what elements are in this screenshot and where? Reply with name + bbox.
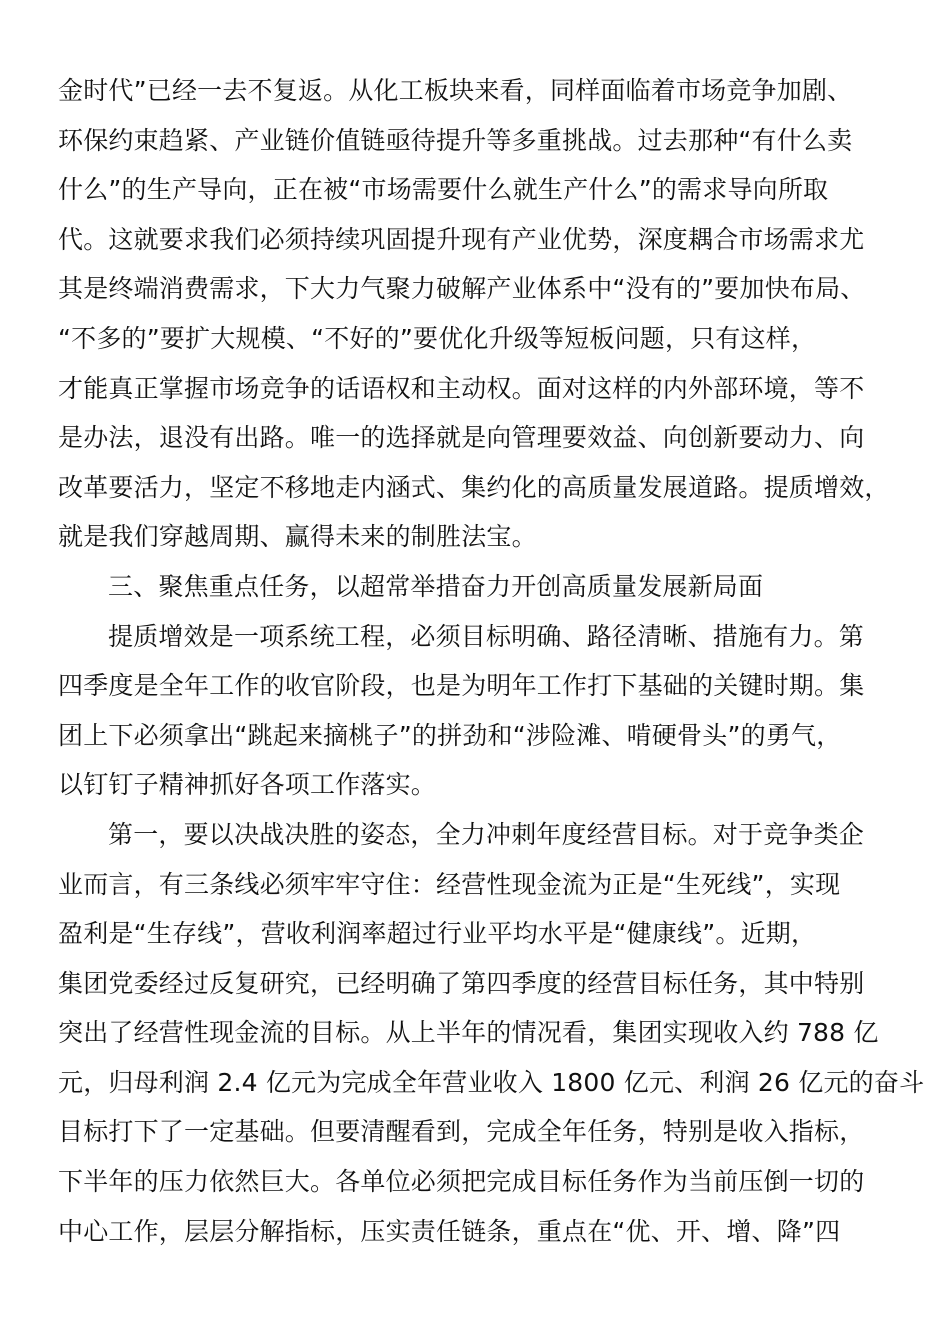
- text-line: “不多的”要扩大规模、“不好的”要优化升级等短板问题，只有这样，: [58, 323, 817, 353]
- section-heading: 三、聚焦重点任务，以超常举措奋力开创高质量发展新局面: [108, 571, 764, 601]
- paragraph-quality-efficiency: [58, 612, 898, 810]
- document-page: [58, 66, 925, 1256]
- text-line: 改革要活力，坚定不移地走内涵式、集约化的高质量发展道路。提质增效，: [58, 472, 890, 502]
- text-line: 业而言，有三条线必须牢牢守住：经营性现金流为正是“生死线”，实现: [58, 869, 841, 899]
- text-line: 才能真正掌握市场竞争的话语权和主动权。面对这样的内外部环境，等不: [58, 373, 865, 403]
- text-line: 金时代”已经一去不复返。从化工板块来看，同样面临着市场竞争加剧、: [58, 76, 853, 105]
- paragraph-first-task: [58, 810, 925, 1256]
- text-line: 环保约束趋紧、产业链价值链亟待提升等多重挑战。过去那种“有什么卖: [58, 125, 853, 155]
- text-line: 提质增效是一项系统工程，必须目标明确、路径清晰、措施有力。第: [108, 621, 865, 651]
- text-line: 四季度是全年工作的收官阶段，也是为明年工作打下基础的关键时期。集: [58, 671, 865, 701]
- text-line: 第一，要以决战决胜的姿态，全力冲刺年度经营目标。对于竞争类企: [108, 819, 865, 849]
- text-line: 是办法，退没有出路。唯一的选择就是向管理要效益、向创新要动力、向: [58, 423, 865, 453]
- text-line: 就是我们穿越周期、赢得未来的制胜法宝。: [58, 522, 537, 552]
- text-line: 元，归母利润 2.4 亿元为完成全年营业收入 1800 亿元、利润 26 亿元的奋斗: [58, 1067, 925, 1097]
- text-line: 什么”的生产导向，正在被“市场需要什么就生产什么”的需求导向所取: [58, 175, 829, 205]
- text-line: 下半年的压力依然巨大。各单位必须把完成目标任务作为当前压倒一切的: [58, 1167, 865, 1197]
- text-line: 代。这就要求我们必须持续巩固提升现有产业优势，深度耦合市场需求尤: [58, 224, 865, 254]
- paragraph-continued: [58, 66, 898, 562]
- text-line: 中心工作，层层分解指标，压实责任链条，重点在“优、开、增、降”四: [58, 1216, 841, 1246]
- text-line: 盈利是“生存线”，营收利润率超过行业平均水平是“健康线”。近期，: [58, 919, 817, 949]
- text-line: 团上下必须拿出“跳起来摘桃子”的拼劲和“涉险滩、啃硬骨头”的勇气，: [58, 720, 842, 750]
- text-line: 突出了经营性现金流的目标。从上半年的情况看，集团实现收入约 788 亿: [58, 1018, 879, 1048]
- text-line: 其是终端消费需求，下大力气聚力破解产业体系中“没有的”要加快布局、: [58, 274, 866, 304]
- text-line: 以钉钉子精神抓好各项工作落实。: [58, 770, 437, 800]
- text-line: 集团党委经过反复研究，已经明确了第四季度的经营目标任务，其中特别: [58, 968, 865, 998]
- text-line: 目标打下了一定基础。但要清醒看到，完成全年任务，特别是收入指标，: [58, 1117, 865, 1147]
